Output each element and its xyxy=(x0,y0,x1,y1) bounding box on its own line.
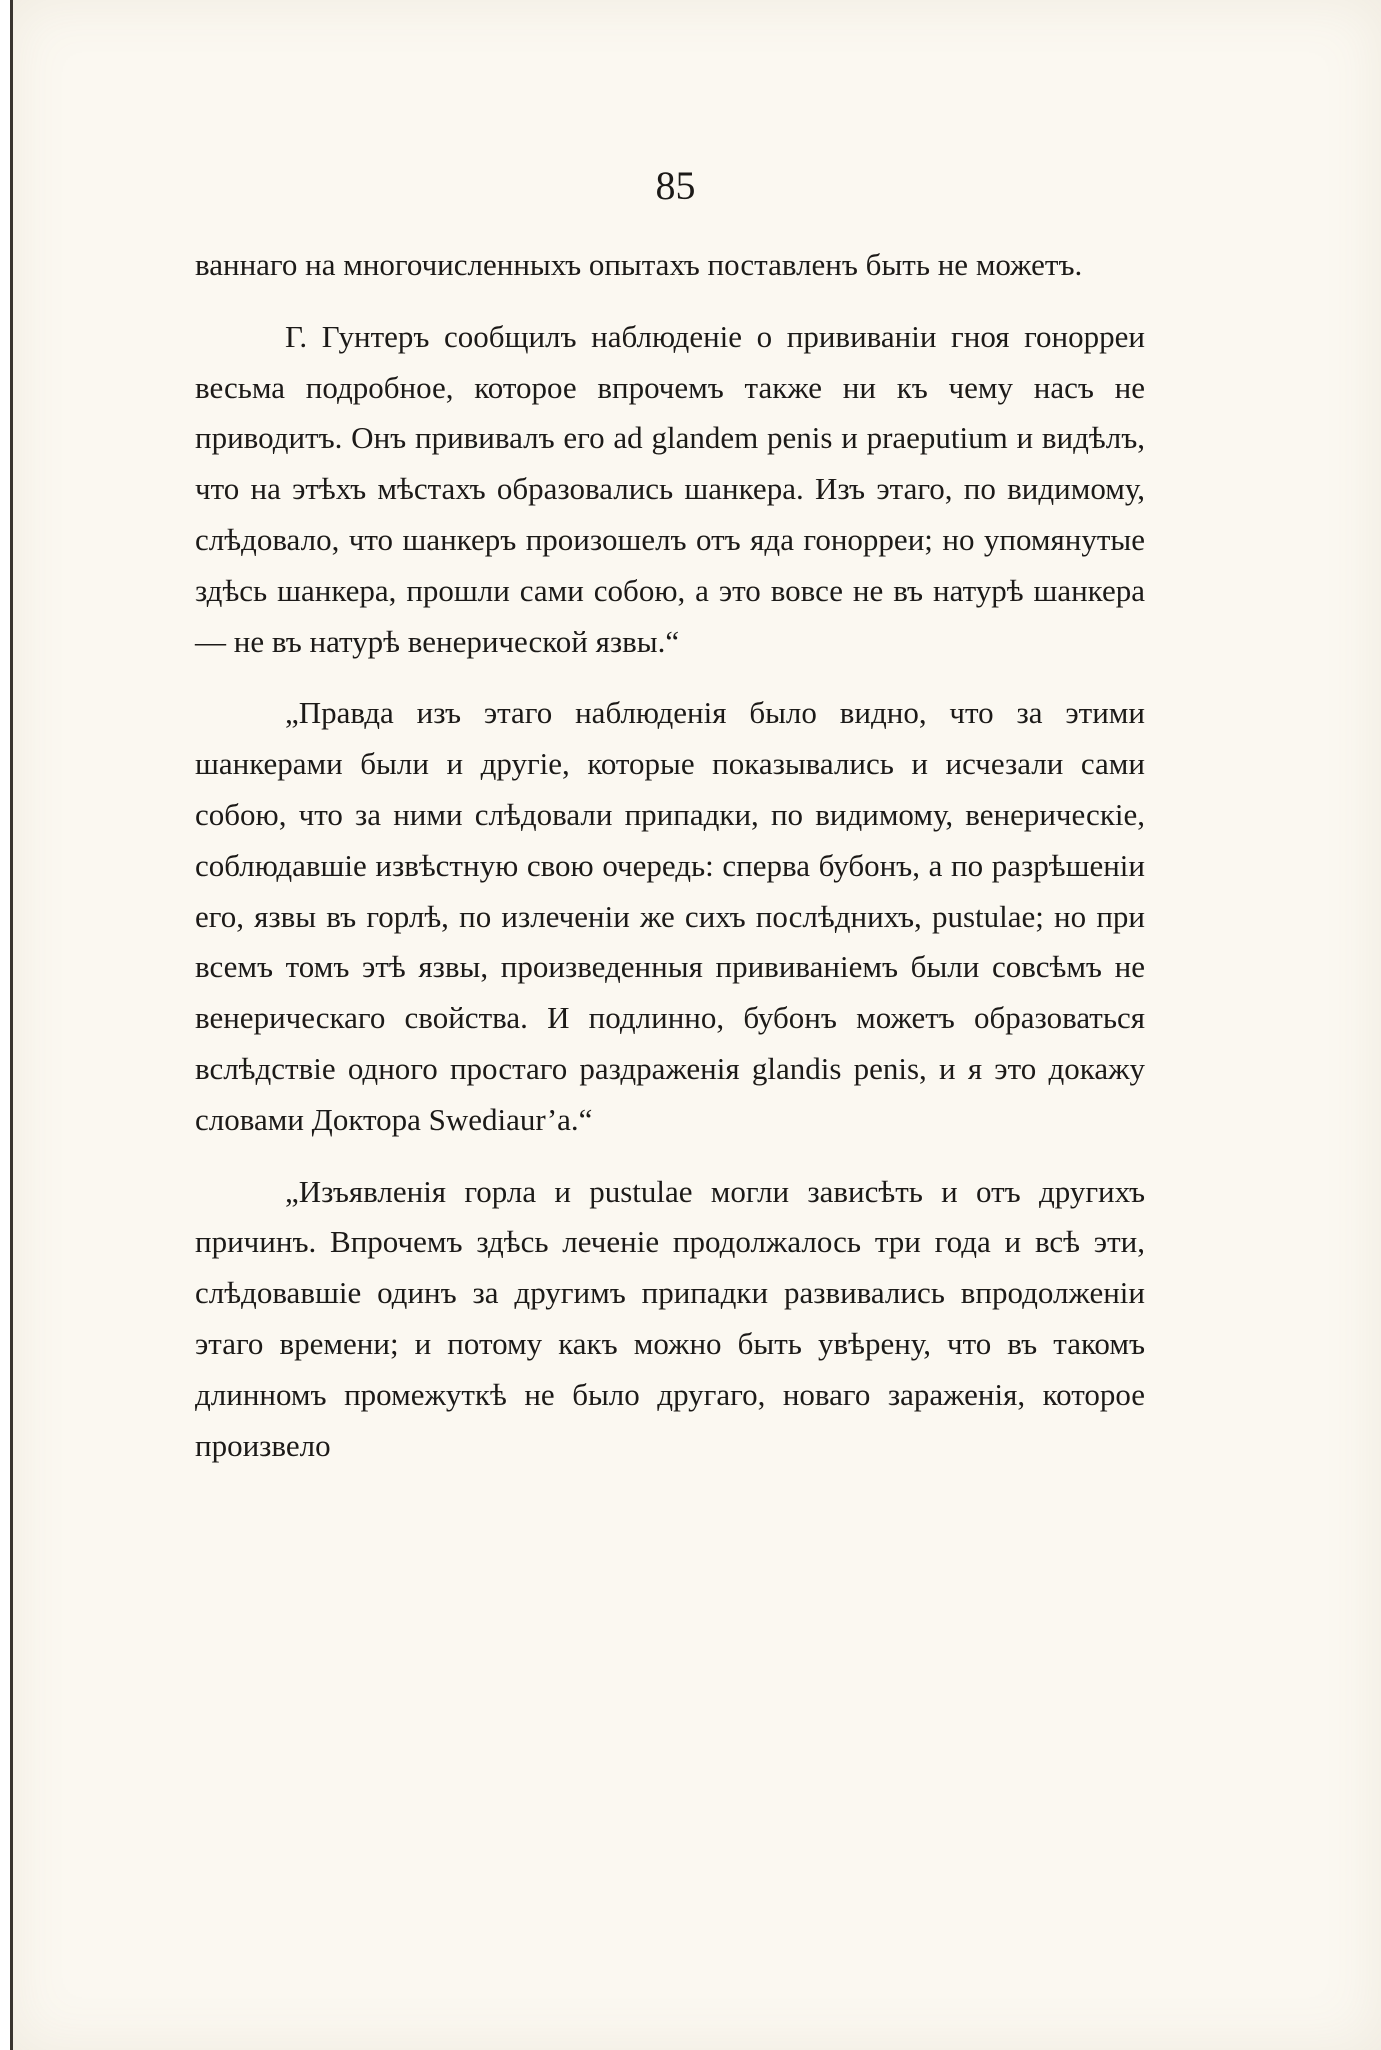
body-text xyxy=(195,240,1145,1471)
paragraph-3: „Правда изъ этаго наблюденія было видно, что за этими шанкерами были и другіе, которые показывались и исчезали сами собою, что за ними слѣдовали припадки, по видимому, венерическіе, соблюдавшіе извѣстную свою очередь: сперва бубонъ, а по разрѣшеніи его, язвы въ горлѣ, по излеченіи же сихъ послѣднихъ, pustulae; но при всемъ томъ этѣ язвы, произведенныя прививаніемъ были совсѣмъ не венерическаго свойства. И подлинно, бубонъ можетъ образоваться вслѣдствіе одного простаго раздраженія glandis penis, и я это докажу словами Доктора Swediaur’а.“ xyxy=(195,695,1145,1137)
book-page xyxy=(10,0,1381,2050)
paragraph-1: ваннаго на многочисленныхъ опытахъ поставленъ быть не можетъ. xyxy=(195,247,1083,282)
paragraph-2: Г. Гунтеръ сообщилъ наблюденіе о прививаніи гноя гонорреи весьма подробное, которое впрочемъ также ни къ чему насъ не приводитъ. Онъ прививалъ его ad glandem penis и praeputium и видѣлъ, что на этѣхъ мѣстахъ образовались шанкера. Изъ этаго, по видимому, слѣдовало, что шанкеръ произошелъ отъ яда гонорреи; но упомянутые здѣсь шанкера, прошли сами собою, а это вовсе не въ натурѣ шанкера — не въ натурѣ венерической язвы.“ xyxy=(195,318,1145,659)
paragraph-4: „Изъявленія горла и pustulae могли зависѣть и отъ другихъ причинъ. Впрочемъ здѣсь леченіе продолжалось три года и всѣ эти, слѣдовавшіе одинъ за другимъ припадки развивались впродолженіи этаго времени; и потому какъ можно быть увѣрену, что въ такомъ длинномъ промежуткѣ не было другаго, новаго зараженія, которое произвело xyxy=(195,1173,1145,1463)
page-number: 85 xyxy=(655,163,696,208)
page-edge xyxy=(10,0,13,2050)
